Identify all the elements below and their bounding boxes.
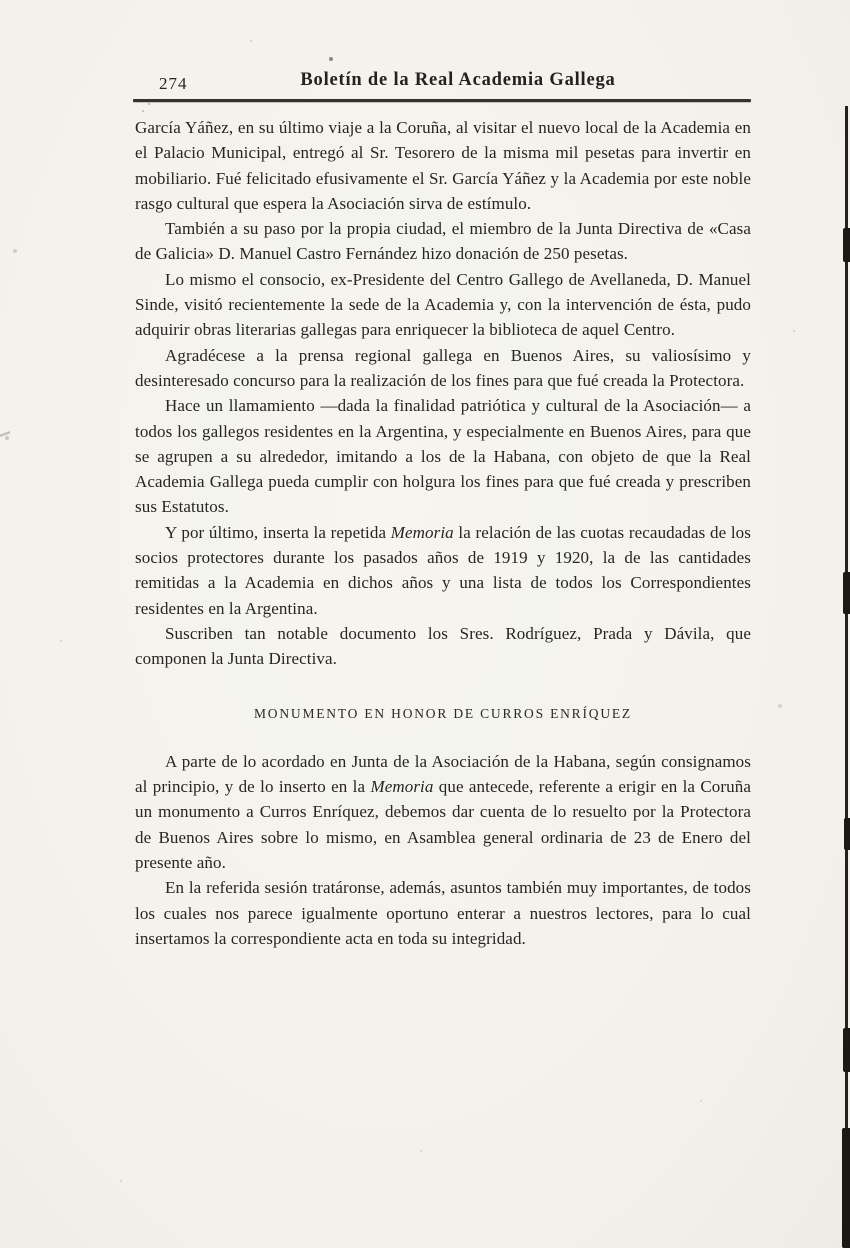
text-run: A parte de lo acordado en Junta de la Asociación de la Habana, según consignamos al principio, y de lo inserto en la [135, 751, 751, 797]
scan-speck-artifacts [0, 0, 2, 2]
paragraph [135, 216, 751, 267]
paragraph [135, 393, 751, 519]
text-run: Lo mismo el consocio, ex-Presidente del Centro Gallego de Avellaneda, D. Manuel Sinde, visitó recientemente la sede de la Academia y, con la intervención de ésta, pudo adquirir obras literarias gallegas para enriquecer la biblioteca de aquel Centro. [135, 269, 751, 340]
text-run: Agradécese a la prensa regional gallega en Buenos Aires, su valiosísimo y desinteresado concurso para la realización de los fines para que fué creada la Protectora. [135, 345, 751, 390]
paragraph [135, 875, 751, 951]
header-rule [133, 99, 751, 102]
text-run: Suscriben tan notable documento los Sres. Rodríguez, Prada y Dávila, que componen la Junta Directiva. [135, 623, 751, 669]
page-header [135, 70, 751, 98]
section-heading: MONUMENTO EN HONOR DE CURROS ENRÍQUEZ [254, 705, 632, 721]
text-run: Y por último, inserta la repetida [165, 522, 391, 542]
text-run: García Yáñez, en su último viaje a la Coruña, al visitar el nuevo local de la Academia en el Palacio Municipal, entregó al Sr. Tesorero de la misma mil pesetas para invertir en mobiliario. Fué felicitado efusivamente el Sr. García Yáñez y la Academia por este noble rasgo cultural que espera la Asociación sirva de estímulo. [135, 118, 751, 213]
scan-blob-artifact [843, 1028, 850, 1072]
italic-term: Memoria [370, 777, 434, 797]
scan-blob-artifact [843, 228, 850, 262]
scan-left-edge-artifact [0, 420, 10, 448]
scan-blob-artifact [842, 1128, 850, 1248]
text-block [135, 115, 751, 951]
journal-title: Boletín de la Real Academia Gallega [300, 70, 616, 90]
scan-edge-artifact [845, 106, 848, 1248]
scan-blob-artifact [843, 572, 850, 614]
italic-term: Memoria [390, 522, 454, 542]
page-number: 274 [159, 74, 188, 93]
text-run: En la referida sesión tratáronse, además, asuntos también muy importantes, de todos los cuales nos parece igualmente oportuno enterar a nuestros lectores, para lo cual insertamos la correspondiente acta en toda su integridad. [135, 878, 751, 948]
text-run: También a su paso por la propia ciudad, el miembro de la Junta Directiva de «Casa de Galicia» D. Manuel Castro Fernández hizo donación de 250 pesetas. [135, 219, 751, 264]
paragraph [135, 621, 751, 672]
paragraph [135, 267, 751, 343]
paragraph [135, 749, 751, 875]
text-run: Hace un llamamiento —dada la finalidad patriótica y cultural de la Asociación— a todos los gallegos residentes en la Argentina, y especialmente en Buenos Aires, para que se agrupen a su alrededor, imitando a los de la Habana, con objeto de que la Real Academia Gallega pueda cumplir con holgura los fines para que fué creada y prescriben sus Estatutos. [135, 396, 751, 517]
text-run: la relación de las cuotas recaudadas de los socios protectores durante los pasados años de 1919 y 1920, la de las cantidades remitidas a la Academia en dichos años y una lista de todos los Correspondientes residentes en la Argentina. [135, 522, 751, 618]
paragraph [135, 520, 751, 621]
paragraph [135, 343, 751, 394]
text-run: que antecede, referente a erigir en la Coruña un monumento a Curros Enríquez, debemos dar cuenta de lo resuelto por la Protectora de Buenos Aires sobre lo mismo, en Asamblea general ordinaria de 23 de Enero del presente año. [135, 777, 751, 873]
scan-blob-artifact [844, 818, 850, 850]
paragraph [135, 115, 751, 216]
